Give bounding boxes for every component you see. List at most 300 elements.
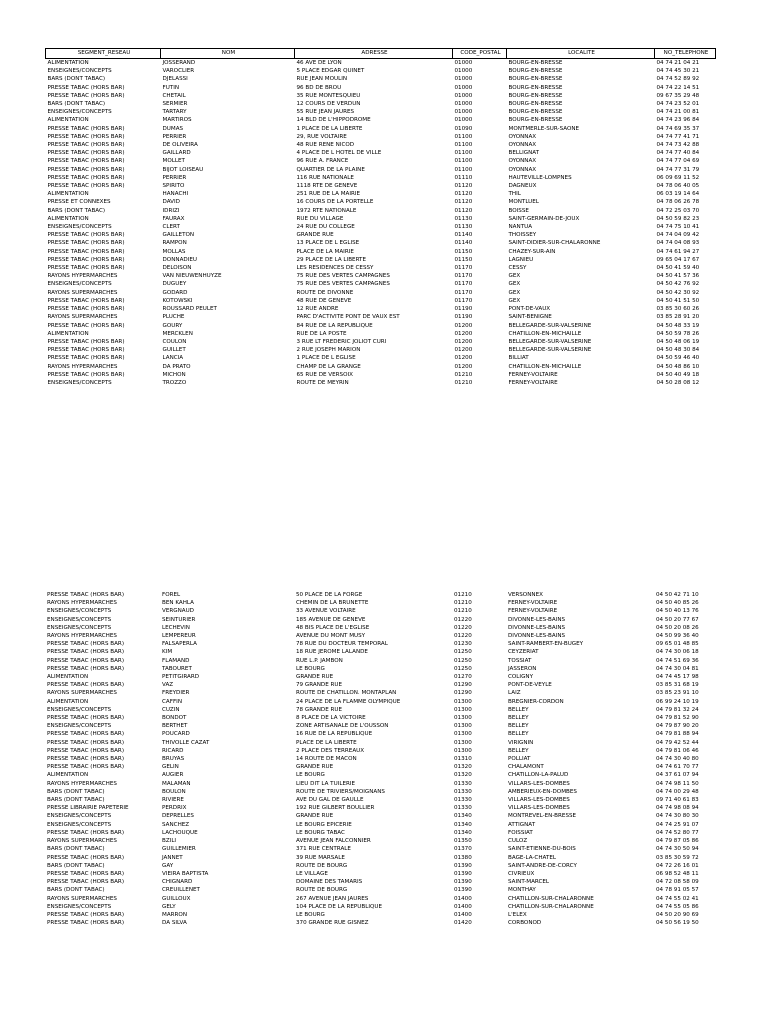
cell-adresse: 96 BD DE BROU — [296, 84, 342, 91]
cell-nom: BONDOT — [162, 715, 187, 722]
cell-localite: FERNEY-VOLTAIRE — [508, 371, 558, 378]
cell-code-postal: 01190 — [454, 306, 473, 313]
cell-localite: MONTMERLE-SUR-SAONE — [508, 125, 580, 132]
table-row — [46, 223, 716, 231]
cell-localite: BELLEGARDE-SUR-VALSERINE — [508, 322, 592, 329]
cell-no-telephone: 04 74 52 89 92 — [656, 76, 700, 83]
cell-adresse: ZONE ARTISANALE DE L'OUSSON — [296, 723, 389, 730]
table-row — [46, 108, 716, 116]
cell-localite: VERSONNEX — [508, 592, 543, 598]
cell-no-telephone: 04 50 42 71 10 — [656, 592, 699, 598]
cell-no-telephone: 04 79 81 06 46 — [656, 747, 699, 754]
table-row — [46, 264, 716, 272]
cell-no-telephone: 04 50 59 82 23 — [656, 215, 700, 222]
cell-adresse: 48 RUE DE GENEVE — [296, 297, 352, 304]
column-header-segment-reseau: SEGMENT_RESEAU — [46, 49, 161, 59]
cell-code-postal: 01220 — [454, 624, 472, 631]
cell-localite: TOSSIAT — [508, 657, 532, 664]
cell-code-postal: 01400 — [454, 911, 472, 918]
cell-no-telephone: 04 50 42 76 92 — [656, 281, 700, 288]
cell-no-telephone: 04 50 56 19 50 — [656, 920, 699, 927]
table-row — [46, 313, 716, 321]
table-row — [45, 780, 715, 788]
cell-segment-reseau: PRESSE TABAC (HORS BAR) — [47, 125, 125, 132]
cell-localite: CHAZEY-SUR-AIN — [508, 248, 556, 255]
cell-code-postal: 01170 — [454, 297, 473, 304]
table-row — [46, 59, 716, 68]
cell-nom: AUGIER — [162, 772, 184, 779]
cell-localite: SAINT-BENIGNE — [508, 314, 552, 321]
cell-code-postal: 01340 — [454, 813, 472, 820]
cell-localite: SAINT-ETIENNE-DU-BOIS — [508, 846, 576, 853]
cell-nom: CREUILLENET — [162, 887, 200, 894]
cell-code-postal: 01300 — [454, 723, 472, 730]
cell-localite: MONTREVEL-EN-BRESSE — [508, 813, 577, 820]
cell-adresse: GRANDE RUE — [296, 232, 334, 239]
cell-code-postal: 01300 — [454, 747, 472, 754]
table-body-page-2 — [45, 591, 715, 927]
cell-nom: DUMAS — [162, 125, 184, 132]
cell-code-postal: 01200 — [454, 330, 473, 337]
table-row — [46, 379, 716, 387]
cell-segment-reseau: PRESSE TABAC (HORS BAR) — [47, 265, 125, 272]
cell-no-telephone: 09 65 01 48 85 — [656, 641, 699, 648]
cell-localite: BAGE-LA-CHATEL — [508, 854, 556, 861]
table-row — [46, 346, 716, 354]
cell-adresse: 48 RUE RENE NICOD — [296, 142, 355, 149]
cell-localite: CHATILLON-EN-MICHAILLE — [508, 363, 582, 370]
cell-adresse: ROUTE DE TRIVIERS/MOIGNANS — [296, 788, 385, 795]
cell-adresse: RUE DE LA POSTE — [296, 330, 347, 337]
cell-code-postal: 01190 — [454, 314, 473, 321]
cell-nom: DELOISON — [162, 265, 192, 272]
cell-segment-reseau: PRESSE TABAC (HORS BAR) — [47, 657, 125, 664]
table-row — [45, 870, 715, 878]
cell-segment-reseau: PRESSE ET CONNEXES — [47, 199, 111, 206]
cell-code-postal: 01320 — [454, 772, 472, 779]
table-row — [46, 157, 716, 165]
cell-nom: MERCKLEN — [162, 330, 193, 337]
cell-nom: BZILI — [162, 838, 177, 845]
cell-nom: GODARD — [162, 289, 188, 296]
table-row — [45, 607, 715, 615]
cell-nom: POUCARD — [162, 731, 190, 738]
cell-adresse: 371 RUE CENTRALE — [296, 846, 351, 853]
cell-nom: MOLLET — [162, 158, 185, 165]
cell-localite: FOISSIAT — [508, 829, 533, 836]
cell-nom: VAZ — [162, 682, 174, 689]
table-row — [45, 616, 715, 624]
cell-code-postal: 01390 — [454, 870, 472, 877]
cell-segment-reseau: PRESSE TABAC (HORS BAR) — [47, 232, 125, 239]
cell-code-postal: 01000 — [454, 109, 473, 116]
cell-no-telephone: 04 74 04 09 42 — [656, 232, 700, 239]
cell-nom: GUILLET — [162, 347, 186, 354]
cell-code-postal: 01370 — [454, 846, 472, 853]
cell-localite: OYONNAX — [508, 133, 537, 140]
cell-adresse: 267 AVENUE JEAN JAURES — [296, 895, 369, 902]
cell-nom: DEPRELLES — [162, 813, 194, 820]
cell-nom: FLAMAND — [162, 657, 190, 664]
cell-adresse: LE BOURG — [296, 772, 325, 779]
table-row — [46, 354, 716, 362]
cell-localite: POLLIAT — [508, 756, 531, 763]
cell-nom: SANCHEZ — [162, 821, 190, 828]
cell-segment-reseau: PRESSE TABAC (HORS BAR) — [47, 92, 125, 99]
cell-segment-reseau: PRESSE TABAC (HORS BAR) — [47, 158, 125, 165]
cell-code-postal: 01200 — [454, 355, 473, 362]
cell-no-telephone: 04 37 61 07 94 — [656, 772, 699, 779]
cell-code-postal: 01170 — [454, 289, 473, 296]
cell-adresse: 39 RUE MARSALE — [296, 854, 345, 861]
cell-code-postal: 01220 — [454, 616, 472, 623]
cell-nom: MARRON — [162, 911, 188, 918]
cell-nom: COULON — [162, 338, 187, 345]
cell-segment-reseau: PRESSE TABAC (HORS BAR) — [47, 665, 125, 672]
cell-code-postal: 01210 — [454, 592, 472, 598]
cell-adresse: 16 RUE DE LA REPUBLIQUE — [296, 731, 373, 738]
cell-no-telephone: 04 79 81 52 90 — [656, 715, 699, 722]
cell-localite: THOISSEY — [508, 232, 537, 239]
cell-localite: SAINT-GERMAIN-DE-JOUX — [508, 215, 580, 222]
table-row — [46, 174, 716, 182]
table-row — [46, 67, 716, 75]
column-header-adresse: ADRESSE — [295, 49, 453, 59]
cell-code-postal: 01200 — [454, 363, 473, 370]
column-header-no-telephone: NO_TELEPHONE — [655, 49, 716, 59]
cell-segment-reseau: BARS (DONT TABAC) — [47, 76, 106, 83]
cell-adresse: 33 AVENUE VOLTAIRE — [296, 608, 356, 615]
cell-adresse: 13 PLACE DE L EGLISE — [296, 240, 360, 247]
cell-localite: GEX — [508, 289, 521, 296]
cell-no-telephone: 04 50 20 08 26 — [656, 624, 699, 631]
cell-segment-reseau: PRESSE TABAC (HORS BAR) — [47, 322, 125, 329]
cell-adresse: 1 PLACE DE L EGLISE — [296, 355, 356, 362]
cell-code-postal: 01100 — [454, 166, 473, 173]
cell-nom: KOTOWSKI — [162, 297, 193, 304]
cell-no-telephone: 04 74 55 02 41 — [656, 895, 699, 902]
cell-adresse: 12 RUE ANDRE — [296, 306, 339, 313]
cell-code-postal: 01220 — [454, 633, 472, 640]
table-row — [45, 632, 715, 640]
cell-adresse: 75 RUE DES VERTES CAMPAGNES — [296, 273, 390, 280]
table-row — [45, 845, 715, 853]
cell-no-telephone: 04 74 23 52 01 — [656, 101, 700, 108]
cell-nom: DUGUEY — [162, 281, 187, 288]
table-row — [46, 166, 716, 174]
table-row — [46, 289, 716, 297]
cell-nom: TABOURET — [162, 665, 192, 672]
table-row — [45, 739, 715, 747]
cell-code-postal: 01000 — [454, 84, 473, 91]
cell-localite: BOISSE — [508, 207, 529, 214]
cell-localite: OYONNAX — [508, 158, 537, 165]
cell-segment-reseau: PRESSE TABAC (HORS BAR) — [47, 297, 125, 304]
cell-no-telephone: 04 79 87 05 86 — [656, 838, 699, 845]
table-row — [45, 886, 715, 894]
cell-localite: CHATILLON-SUR-CHALARONNE — [508, 895, 594, 902]
cell-segment-reseau: ENSEIGNES/CONCEPTS — [47, 821, 112, 828]
table-row — [46, 207, 716, 215]
cell-nom: GUILLEMIER — [162, 846, 196, 853]
cell-code-postal: 01000 — [454, 60, 473, 66]
cell-localite: THIL — [508, 191, 521, 198]
cell-code-postal: 01310 — [454, 756, 472, 763]
cell-code-postal: 01210 — [454, 371, 473, 378]
cell-no-telephone: 04 74 98 08 94 — [656, 805, 699, 812]
cell-adresse: LE BOURG EPICERIE — [296, 821, 352, 828]
cell-code-postal: 01210 — [454, 608, 472, 615]
cell-no-telephone: 03 85 30 60 26 — [656, 306, 700, 313]
table-row — [46, 330, 716, 338]
cell-no-telephone: 04 50 48 86 10 — [656, 363, 700, 370]
cell-code-postal: 01100 — [454, 150, 473, 157]
cell-localite: CULOZ — [508, 838, 528, 845]
column-header-code-postal: CODE_POSTAL — [453, 49, 507, 59]
cell-no-telephone: 04 74 45 17 98 — [656, 674, 699, 681]
cell-code-postal: 01000 — [454, 117, 473, 124]
cell-no-telephone: 04 74 25 91 07 — [656, 821, 699, 828]
cell-no-telephone: 03 85 30 59 72 — [656, 854, 699, 861]
cell-no-telephone: 04 74 45 30 21 — [656, 68, 700, 75]
cell-localite: SAINT-MARCEL — [508, 879, 550, 886]
table-row — [46, 363, 716, 371]
cell-localite: CHATILLON-EN-MICHAILLE — [508, 330, 582, 337]
table-row — [45, 681, 715, 689]
table-body-page-1 — [46, 59, 716, 388]
cell-adresse: 14 BLD DE L'HIPPODROME — [296, 117, 371, 124]
cell-nom: VAROCLIER — [162, 68, 195, 75]
cell-localite: SAINT-RAMBERT-EN-BUGEY — [508, 641, 584, 648]
table-row — [45, 730, 715, 738]
cell-localite: BELLEY — [508, 715, 529, 722]
cell-adresse: PARC D'ACTIVITE PONT DE VAUX EST — [296, 314, 400, 321]
cell-no-telephone: 03 85 23 91 10 — [656, 690, 699, 697]
cell-adresse: ROUTE DE MEYRIN — [296, 379, 349, 386]
cell-nom: BIJOT LOISEAU — [162, 166, 204, 173]
cell-localite: LAIZ — [508, 690, 521, 697]
cell-segment-reseau: RAYONS SUPERMARCHES — [47, 690, 117, 697]
table-row — [45, 689, 715, 697]
cell-no-telephone: 04 50 48 33 19 — [656, 322, 700, 329]
cell-segment-reseau: PRESSE TABAC (HORS BAR) — [47, 829, 125, 836]
table-row — [45, 895, 715, 903]
cell-localite: CORBONOD — [508, 920, 542, 927]
cell-localite: BOURG-EN-BRESSE — [508, 117, 563, 124]
cell-nom: LEMPEREUR — [162, 633, 196, 640]
cell-nom: LANCIA — [162, 355, 184, 362]
cell-adresse: 5 PLACE EDGAR QUINET — [296, 68, 365, 75]
cell-segment-reseau: RAYONS HYPERMARCHES — [47, 273, 118, 280]
cell-adresse: 55 RUE JEAN JAURES — [296, 109, 355, 116]
cell-segment-reseau: PRESSE TABAC (HORS BAR) — [47, 911, 125, 918]
cell-adresse: 50 PLACE DE LA FORGE — [296, 592, 363, 598]
cell-localite: PONT-DE-VEYLE — [508, 682, 552, 689]
cell-no-telephone: 09 71 40 61 83 — [656, 797, 699, 804]
cell-nom: THIVOLLE CAZAT — [162, 739, 210, 746]
cell-segment-reseau: BARS (DONT TABAC) — [47, 846, 105, 853]
cell-no-telephone: 04 74 30 50 94 — [656, 846, 699, 853]
sheet-table-page-1 — [45, 48, 716, 387]
table-row — [46, 125, 716, 133]
cell-no-telephone: 04 74 21 04 21 — [656, 60, 700, 66]
table-row — [46, 297, 716, 305]
cell-segment-reseau: PRESSE TABAC (HORS BAR) — [47, 133, 125, 140]
cell-segment-reseau: BARS (DONT TABAC) — [47, 207, 106, 214]
cell-no-telephone: 04 79 81 32 24 — [656, 706, 699, 713]
cell-no-telephone: 04 72 08 58 09 — [656, 879, 699, 886]
cell-localite: BOURG-EN-BRESSE — [508, 84, 563, 91]
cell-no-telephone: 04 78 91 05 57 — [656, 887, 699, 894]
cell-localite: LAGNIEU — [508, 256, 534, 263]
cell-no-telephone: 04 50 41 57 36 — [656, 273, 700, 280]
cell-adresse: RUE JEAN MOULIN — [296, 76, 348, 83]
table-row — [46, 248, 716, 256]
cell-no-telephone: 06 99 24 10 19 — [656, 698, 699, 705]
cell-segment-reseau: PRESSE TABAC (HORS BAR) — [47, 649, 125, 656]
cell-no-telephone: 04 50 28 08 12 — [656, 379, 700, 386]
table-row — [46, 305, 716, 313]
cell-nom: JANNET — [162, 854, 183, 861]
cell-localite: VILLARS-LES-DOMBES — [508, 780, 570, 787]
cell-nom: BRUYAS — [162, 756, 185, 763]
cell-localite: CHATILLON-LA-PALUD — [508, 772, 569, 779]
cell-nom: KIM — [162, 649, 173, 656]
cell-no-telephone: 04 74 23 96 84 — [656, 117, 700, 124]
cell-no-telephone: 04 79 42 52 44 — [656, 739, 699, 746]
cell-segment-reseau: ENSEIGNES/CONCEPTS — [47, 903, 112, 910]
cell-code-postal: 01150 — [454, 256, 473, 263]
cell-no-telephone: 03 85 28 91 20 — [656, 314, 700, 321]
cell-adresse: GRANDE RUE — [296, 764, 334, 771]
table-row — [46, 256, 716, 264]
cell-segment-reseau: PRESSE TABAC (HORS BAR) — [47, 920, 125, 927]
cell-no-telephone: 04 74 69 35 37 — [656, 125, 700, 132]
table-row — [45, 714, 715, 722]
table-row — [45, 911, 715, 919]
cell-no-telephone: 04 74 04 08 93 — [656, 240, 700, 247]
cell-code-postal: 01000 — [454, 76, 473, 83]
cell-adresse: RUE L.P. JAMBON — [296, 657, 343, 664]
cell-no-telephone: 04 78 06 40 05 — [656, 183, 700, 190]
cell-localite: DAGNEUX — [508, 183, 537, 190]
cell-no-telephone: 04 74 30 06 18 — [656, 649, 699, 656]
cell-localite: FERNEY-VOLTAIRE — [508, 608, 558, 615]
cell-localite: BOURG-EN-BRESSE — [508, 109, 563, 116]
cell-localite: CEYZERIAT — [508, 649, 539, 656]
cell-adresse: 12 COURS DE VERDUN — [296, 101, 361, 108]
table-row — [45, 657, 715, 665]
cell-no-telephone: 06 98 52 48 11 — [656, 870, 699, 877]
cell-segment-reseau: RAYONS HYPERMARCHES — [47, 780, 117, 787]
cell-adresse: 24 PLACE DE LA FLAMME OLYMPIQUE — [296, 698, 401, 705]
cell-code-postal: 01210 — [454, 379, 473, 386]
cell-nom: GOURY — [162, 322, 183, 329]
cell-adresse: LIEU DIT LA TUILERIE — [296, 780, 356, 787]
table-row — [45, 919, 715, 927]
table-row — [45, 665, 715, 673]
cell-no-telephone: 04 50 59 78 26 — [656, 330, 700, 337]
cell-adresse: 370 GRANDE RUE GISNEZ — [296, 920, 369, 927]
cell-adresse: 3 RUE LT FREDERIC JOLIOT CURI — [296, 338, 387, 345]
cell-no-telephone: 06 09 69 11 52 — [656, 174, 700, 181]
cell-segment-reseau: PRESSE TABAC (HORS BAR) — [47, 347, 125, 354]
cell-segment-reseau: ENSEIGNES/CONCEPTS — [47, 813, 112, 820]
cell-adresse: 14 ROUTE DE MACON — [296, 756, 357, 763]
cell-no-telephone: 04 74 51 69 36 — [656, 657, 699, 664]
cell-adresse: 116 RUE NATIONALE — [296, 174, 354, 181]
cell-segment-reseau: PRESSE TABAC (HORS BAR) — [47, 739, 125, 746]
cell-nom: VERGNAUD — [162, 608, 194, 615]
cell-nom: BERTHET — [162, 723, 188, 730]
cell-adresse: 46 AVE DE LYON — [296, 60, 342, 66]
table-row — [45, 878, 715, 886]
cell-nom: FREYDIER — [162, 690, 190, 697]
cell-adresse: ROUTE DE BOURG — [296, 887, 348, 894]
table-row — [46, 215, 716, 223]
cell-no-telephone: 04 74 98 11 50 — [656, 780, 699, 787]
cell-nom: SEINTURIER — [162, 616, 196, 623]
cell-adresse: 48 BIS PLACE DE L'EGLISE — [296, 624, 370, 631]
cell-code-postal: 01400 — [454, 903, 472, 910]
cell-no-telephone: 04 74 30 04 81 — [656, 665, 699, 672]
table-row — [46, 149, 716, 157]
cell-segment-reseau: RAYONS SUPERMARCHES — [47, 895, 117, 902]
cell-adresse: 29, RUE VOLTAIRE — [296, 133, 347, 140]
cell-segment-reseau: PRESSE TABAC (HORS BAR) — [47, 174, 125, 181]
cell-localite: SAINT-ANDRE-DE-CORCY — [508, 862, 577, 869]
cell-segment-reseau: RAYONS HYPERMARCHES — [47, 600, 117, 607]
cell-localite: HAUTEVILLE-LOMPNES — [508, 174, 572, 181]
cell-segment-reseau: PRESSE TABAC (HORS BAR) — [47, 854, 125, 861]
cell-code-postal: 01210 — [454, 600, 472, 607]
cell-segment-reseau: ALIMENTATION — [47, 191, 89, 198]
cell-segment-reseau: PRESSE TABAC (HORS BAR) — [47, 338, 125, 345]
cell-adresse: 4 PLACE DE L HOTEL DE VILLE — [296, 150, 382, 157]
cell-localite: BILLIAT — [508, 355, 529, 362]
table-row — [45, 771, 715, 779]
cell-code-postal: 01120 — [454, 183, 473, 190]
cell-nom: CHETAIL — [162, 92, 186, 99]
cell-localite: BOURG-EN-BRESSE — [508, 101, 563, 108]
cell-localite: VILLARS-LES-DOMBES — [508, 805, 570, 812]
cell-code-postal: 01130 — [454, 215, 473, 222]
cell-adresse: AVE DU GAL DE GAULLE — [296, 797, 364, 804]
cell-no-telephone: 04 50 40 85 26 — [656, 600, 699, 607]
table-row — [45, 903, 715, 911]
cell-code-postal: 01100 — [454, 133, 473, 140]
table-row — [45, 673, 715, 681]
cell-code-postal: 01200 — [454, 322, 473, 329]
cell-adresse: 24 RUE DU COLLEGE — [296, 224, 355, 231]
cell-adresse: GRANDE RUE — [296, 674, 334, 681]
table-row — [45, 706, 715, 714]
table-row — [46, 198, 716, 206]
cell-localite: FERNEY-VOLTAIRE — [508, 600, 558, 607]
cell-adresse: GRANDE RUE — [296, 813, 334, 820]
cell-nom: PERRIER — [162, 174, 187, 181]
cell-segment-reseau: PRESSE TABAC (HORS BAR) — [47, 84, 125, 91]
table-row — [46, 133, 716, 141]
table-row — [45, 755, 715, 763]
table-row — [45, 747, 715, 755]
cell-nom: PLUCHE — [162, 314, 185, 321]
cell-nom: DE OLIVEIRA — [162, 142, 198, 149]
table-row — [45, 804, 715, 812]
column-header-localite: LOCALITE — [507, 49, 655, 59]
cell-segment-reseau: RAYONS SUPERMARCHES — [47, 289, 118, 296]
cell-code-postal: 01250 — [454, 649, 472, 656]
